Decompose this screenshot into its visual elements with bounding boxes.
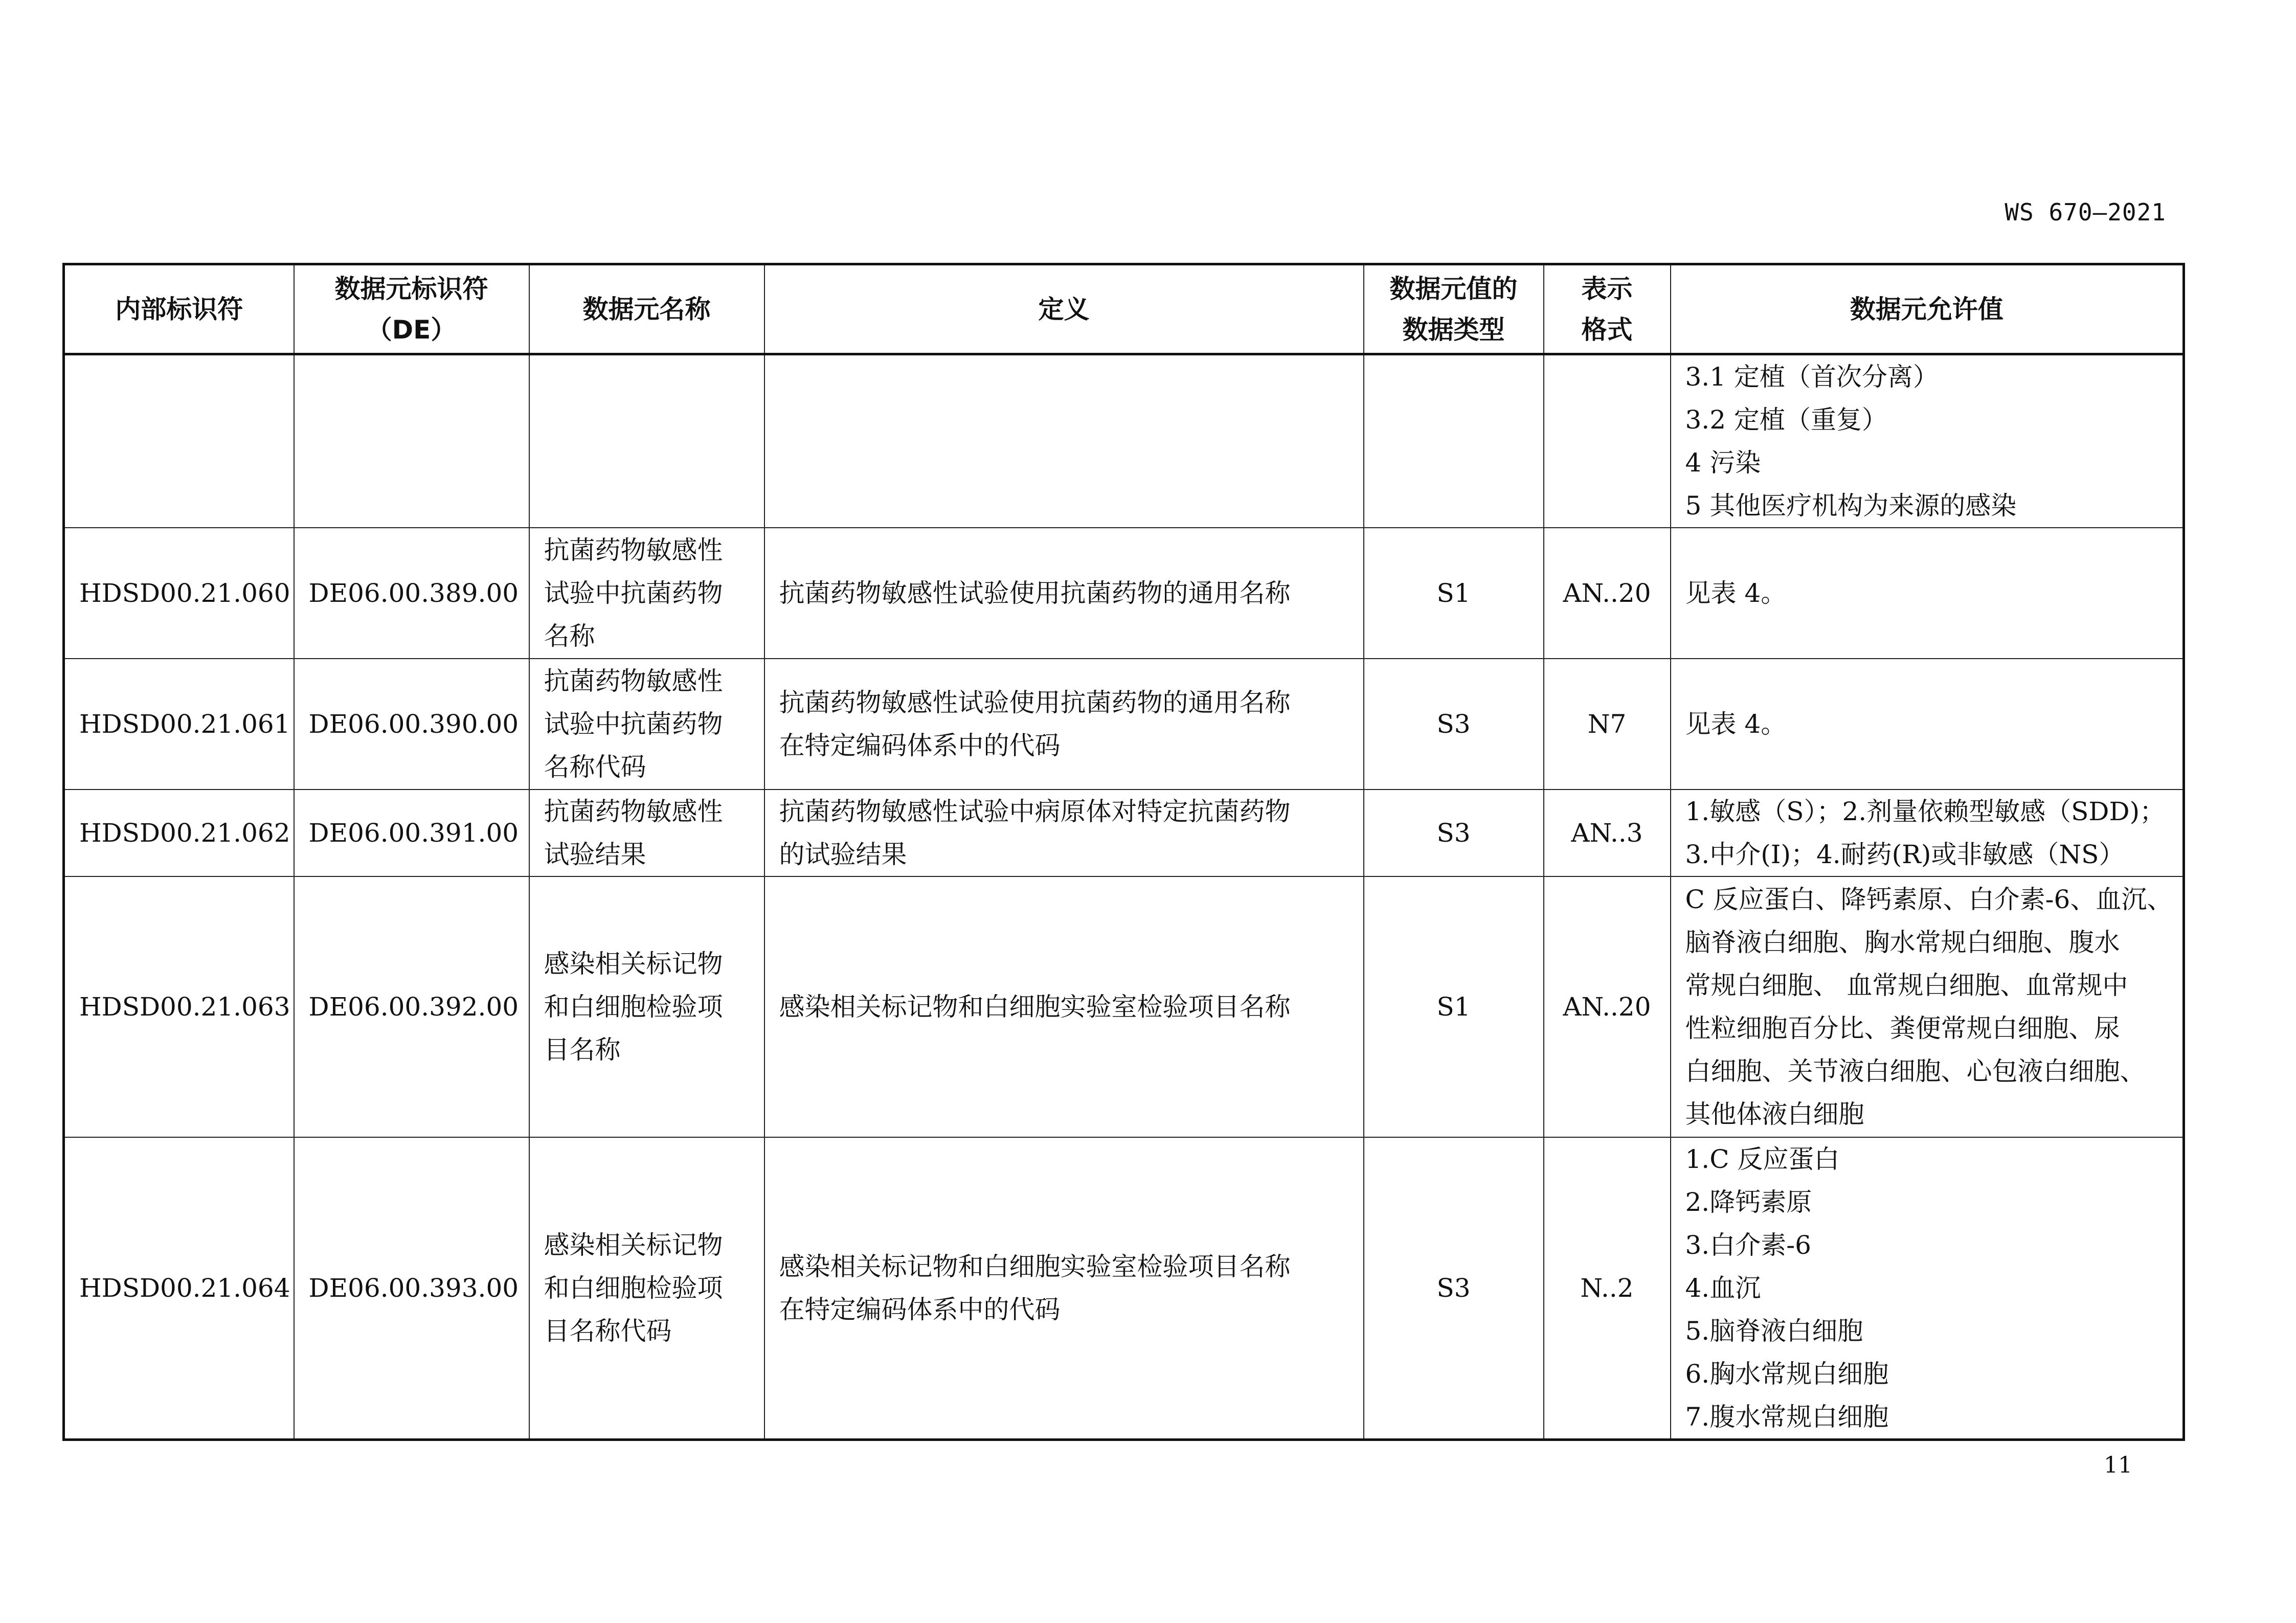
cell-allowed-values (1671, 528, 2184, 659)
column-header-de-id (294, 264, 529, 354)
name-line: 试验结果 (544, 840, 646, 869)
cell-internal-id: HDSD00.21.064 (64, 1137, 294, 1440)
allowed-value-line: 3.中介(I)；4.耐药(R)或非敏感（NS） (1685, 840, 2125, 869)
header-line: 数据元允许值 (1850, 294, 2004, 324)
cell-de-id: DE06.00.393.00 (294, 1137, 529, 1440)
allowed-value-line: 常规白细胞、 血常规白细胞、血常规中 (1685, 971, 2128, 1000)
cell-de-id (294, 354, 529, 528)
name-line: 感染相关标记物 (544, 949, 723, 979)
cell-allowed-values (1671, 790, 2184, 876)
header-line: 数据元标识符 (334, 274, 488, 304)
cell-internal-id: HDSD00.21.061 (64, 659, 294, 790)
table-row (64, 876, 2184, 1137)
column-header-format (1544, 264, 1671, 354)
definition-line: 的试验结果 (779, 840, 907, 869)
cell-name (529, 528, 764, 659)
header-line: 定义 (1038, 294, 1090, 324)
cell-allowed-values (1671, 1137, 2184, 1440)
cell-allowed-values (1671, 659, 2184, 790)
cell-internal-id: HDSD00.21.062 (64, 790, 294, 876)
header-line: 表示 (1581, 274, 1633, 304)
cell-name (529, 1137, 764, 1440)
allowed-value-line: 7.腹水常规白细胞 (1685, 1402, 1889, 1432)
column-header-name (529, 264, 764, 354)
cell-data-type: S3 (1364, 659, 1544, 790)
cell-format: N..2 (1544, 1137, 1671, 1440)
cell-allowed-values (1671, 876, 2184, 1137)
allowed-value-line: 脑脊液白细胞、胸水常规白细胞、腹水 (1685, 928, 2120, 957)
name-line: 目名称代码 (544, 1316, 672, 1346)
cell-definition (764, 790, 1364, 876)
table-row (64, 659, 2184, 790)
name-line: 和白细胞检验项 (544, 992, 723, 1022)
allowed-value-line: 2.降钙素原 (1685, 1187, 1812, 1217)
cell-data-type: S3 (1364, 1137, 1544, 1440)
table-row (64, 528, 2184, 659)
allowed-value-line: 3.1 定植（首次分离） (1685, 362, 1939, 392)
allowed-value-line: 1.敏感（S）；2.剂量依赖型敏感（SDD)； (1685, 797, 2166, 826)
cell-allowed-values (1671, 354, 2184, 528)
cell-data-type: S1 (1364, 528, 1544, 659)
cell-internal-id: HDSD00.21.060 (64, 528, 294, 659)
allowed-value-line: 5 其他医疗机构为来源的感染 (1685, 491, 2017, 521)
allowed-value-line: 4 污染 (1685, 448, 1761, 478)
column-header-internal-id (64, 264, 294, 354)
allowed-value-line: 性粒细胞百分比、粪便常规白细胞、尿 (1685, 1013, 2120, 1043)
allowed-value-line: 见表 4。 (1685, 709, 1787, 739)
cell-format: N7 (1544, 659, 1671, 790)
header-line: 数据元名称 (582, 294, 711, 324)
name-line: 名称 (544, 621, 595, 651)
name-line: 抗菌药物敏感性 (544, 797, 723, 826)
definition-line: 感染相关标记物和白细胞实验室检验项目名称 (779, 1252, 1291, 1281)
cell-format: AN..20 (1544, 528, 1671, 659)
cell-de-id: DE06.00.391.00 (294, 790, 529, 876)
table-body (64, 354, 2184, 1440)
definition-line: 抗菌药物敏感性试验使用抗菌药物的通用名称 (779, 688, 1291, 717)
cell-data-type: S3 (1364, 790, 1544, 876)
definition-line: 感染相关标记物和白细胞实验室检验项目名称 (779, 992, 1291, 1022)
cell-data-type (1364, 354, 1544, 528)
header-line: 数据类型 (1402, 314, 1505, 345)
column-header-definition (764, 264, 1364, 354)
allowed-value-line: 见表 4。 (1685, 578, 1787, 608)
column-header-allowed-values (1671, 264, 2184, 354)
name-line: 试验中抗菌药物 (544, 709, 723, 739)
definition-line: 抗菌药物敏感性试验使用抗菌药物的通用名称 (779, 578, 1291, 608)
name-line: 感染相关标记物 (544, 1230, 723, 1260)
allowed-value-line: C 反应蛋白、降钙素原、白介素-6、血沉、 (1685, 885, 2173, 914)
name-line: 抗菌药物敏感性 (544, 535, 723, 565)
cell-de-id: DE06.00.392.00 (294, 876, 529, 1137)
cell-name (529, 790, 764, 876)
name-line: 试验中抗菌药物 (544, 578, 723, 608)
table-header (64, 264, 2184, 354)
header-line: 内部标识符 (115, 294, 243, 324)
cell-de-id: DE06.00.390.00 (294, 659, 529, 790)
allowed-value-line: 4.血沉 (1685, 1273, 1761, 1303)
cell-format (1544, 354, 1671, 528)
column-header-data-type (1364, 264, 1544, 354)
cell-data-type: S1 (1364, 876, 1544, 1137)
allowed-value-line: 6.胸水常规白细胞 (1685, 1359, 1889, 1389)
allowed-value-line: 1.C 反应蛋白 (1685, 1144, 1840, 1174)
header-row (64, 264, 2184, 354)
cell-name (529, 876, 764, 1137)
table-row (64, 354, 2184, 528)
header-line: 格式 (1581, 314, 1633, 345)
table-row (64, 1137, 2184, 1440)
name-line: 名称代码 (544, 752, 646, 782)
definition-line: 在特定编码体系中的代码 (779, 731, 1061, 760)
cell-definition (764, 1137, 1364, 1440)
standard-code: WS 670—2021 (2005, 198, 2166, 226)
name-line: 抗菌药物敏感性 (544, 666, 723, 696)
cell-de-id: DE06.00.389.00 (294, 528, 529, 659)
definition-line: 在特定编码体系中的代码 (779, 1295, 1061, 1324)
cell-format: AN..3 (1544, 790, 1671, 876)
cell-format: AN..20 (1544, 876, 1671, 1137)
cell-internal-id: HDSD00.21.063 (64, 876, 294, 1137)
cell-name (529, 354, 764, 528)
cell-definition (764, 659, 1364, 790)
cell-internal-id (64, 354, 294, 528)
cell-definition (764, 528, 1364, 659)
allowed-value-line: 其他体液白细胞 (1685, 1099, 1864, 1129)
name-line: 和白细胞检验项 (544, 1273, 723, 1303)
name-line: 目名称 (544, 1035, 621, 1065)
page-number: 11 (2104, 1452, 2132, 1478)
cell-definition (764, 876, 1364, 1137)
cell-name (529, 659, 764, 790)
allowed-value-line: 3.白介素-6 (1685, 1230, 1811, 1260)
definition-line: 抗菌药物敏感性试验中病原体对特定抗菌药物 (779, 797, 1291, 826)
allowed-value-line: 白细胞、关节液白细胞、心包液白细胞、 (1685, 1056, 2146, 1086)
header-line: 数据元值的 (1389, 274, 1518, 304)
table-row (64, 790, 2184, 876)
data-element-table (62, 263, 2185, 1441)
allowed-value-line: 3.2 定植（重复） (1685, 405, 1887, 435)
cell-definition (764, 354, 1364, 528)
allowed-value-line: 5.脑脊液白细胞 (1685, 1316, 1863, 1346)
header-line: （DE） (366, 314, 457, 345)
